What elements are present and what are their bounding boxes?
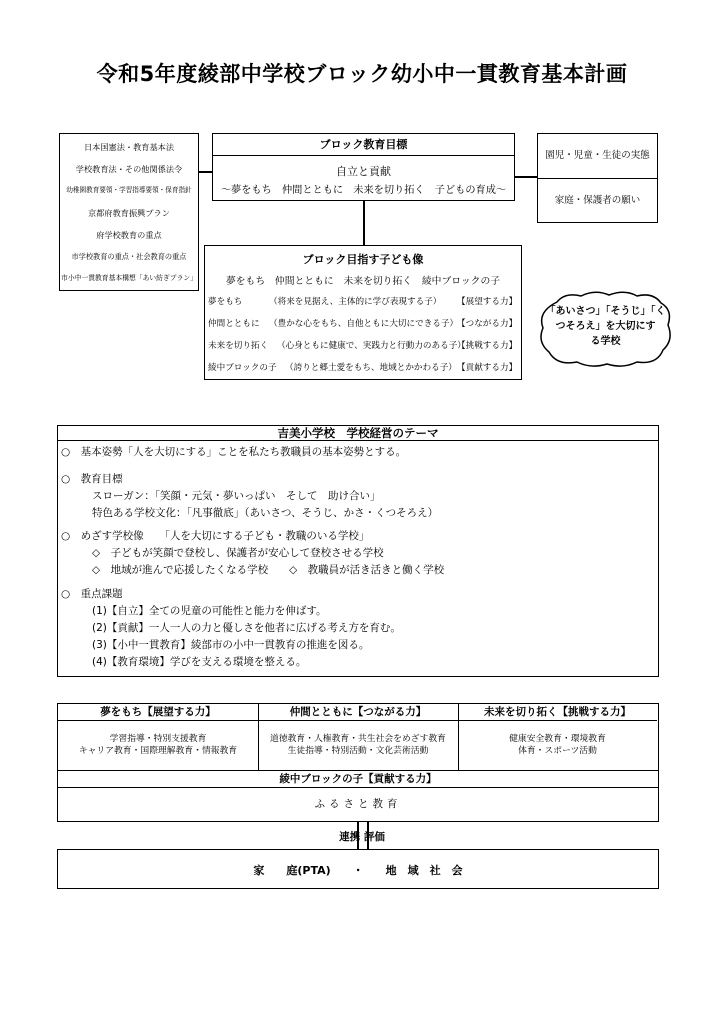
column-line: キャリア教育・国際理解教育・情報教育 — [78, 746, 238, 756]
column-line: 道徳教育・人権教育・共生社会をめざす教育 — [270, 734, 446, 744]
row-desc: （豊かな心をもち、自他ともに大切にできる子） — [269, 319, 459, 329]
issue-item: (3)【小中一貫教育】綾部市の小中一貫教育の推進を図る。 — [92, 639, 370, 651]
child-image-main: 夢をもち 仲間とともに 未来を切り拓く 綾中ブロックの子 — [225, 276, 501, 287]
bubble-line: つそろえ」を大切にす — [555, 321, 656, 332]
row-label: 仲間とともに — [208, 319, 260, 329]
speech-bubble — [537, 290, 674, 370]
column-line: 体育・スポーツ活動 — [518, 746, 597, 756]
row-power: 【挑戦する力】 — [457, 341, 518, 351]
child-image-box — [204, 245, 522, 380]
laws-box — [59, 133, 199, 291]
block-goal-heading: ブロック教育目標 — [213, 134, 514, 156]
column-vision — [58, 704, 259, 770]
column-heading: 仲間とともに【つながる力】 — [258, 704, 458, 721]
law-item: 府学校教育の重点 — [96, 230, 162, 240]
column-body — [58, 733, 258, 757]
ideal-item: ◇ 子どもが笑顔で登校し、保護者が安心して登校させる学校 — [92, 547, 384, 559]
column-line: 学習指導・特別支援教育 — [109, 734, 207, 744]
activities-table — [57, 703, 659, 822]
row-label: 綾中ブロックの子 — [208, 363, 277, 373]
block-goal-box — [212, 133, 515, 201]
row-label: 未来を切り拓く — [208, 341, 269, 351]
link-evaluation-label: 連携 評価 — [339, 831, 385, 843]
block-goal-main: 自立と貢献 — [336, 165, 391, 178]
context-parents: 家庭・保護者の願い — [554, 195, 641, 206]
column-body — [258, 733, 458, 757]
child-image-row — [205, 289, 521, 311]
ideal-label: ○ めざす学校像 「人を大切にする子ども・教職のいる学校」 — [61, 530, 370, 542]
school-theme-box — [57, 425, 659, 677]
connector-line — [363, 201, 365, 245]
goal-label: ○ 教育目標 — [61, 473, 123, 485]
law-item: 日本国憲法・教育基本法 — [83, 142, 175, 152]
issue-item: (2)【貢献】一人一人の力と優しさを他者に広げる考え方を育む。 — [92, 622, 401, 634]
context-students: 園児・児童・生徒の実態 — [538, 134, 657, 179]
child-image-heading: ブロック目指す子ども像 — [302, 253, 424, 266]
row-desc: （心身ともに健康で、実践力と行動力のある子） — [277, 341, 466, 351]
furusato-heading: 綾中ブロックの子【貢献する力】 — [58, 770, 658, 788]
law-item: 学校教育法・その他関係法令 — [75, 164, 183, 174]
column-heading: 未来を切り拓く【挑戦する力】 — [458, 704, 657, 721]
row-desc: （誇りと郷土愛をもち、地域とかかわる子） — [285, 363, 457, 373]
slogan: スローガン：「笑顔・元気・夢いっぱい そして 助け合い」 — [92, 490, 381, 502]
row-power: 【つながる力】 — [457, 319, 518, 329]
law-item: 京都府教育振興プラン — [88, 208, 170, 218]
column-body — [458, 733, 657, 757]
issue-item: (4)【教育環境】学びを支える環境を整える。 — [92, 656, 307, 668]
issues-label: ○ 重点課題 — [61, 588, 123, 600]
context-box — [537, 133, 658, 223]
bubble-line: る学校 — [590, 336, 621, 347]
law-item: 市小中一貫教育基本構想「あい紡ぎプラン」 — [61, 274, 197, 282]
column-heading: 夢をもち【展望する力】 — [58, 704, 258, 721]
law-item: 幼稚園教育要領・学習指導要領・保育指針 — [66, 186, 192, 194]
block-goal-sub: ～夢をもち 仲間とともに 未来を切り拓く 子どもの育成～ — [220, 185, 507, 196]
row-power: 【貢献する力】 — [457, 363, 518, 373]
school-culture: 特色ある学校文化：「凡事徹底」（あいさつ、そうじ、かさ・くつそろえ） — [92, 507, 439, 519]
column-line: 健康安全教育・環境教育 — [509, 734, 606, 744]
column-connect — [258, 704, 459, 770]
home-community-box — [57, 849, 659, 889]
child-image-row — [205, 311, 521, 333]
home-community-text: 家 庭(PTA) ・ 地 域 社 会 — [253, 864, 463, 877]
divider — [58, 440, 658, 441]
connector-line — [199, 171, 212, 173]
column-challenge — [458, 704, 657, 770]
law-item: 市学校教育の重点・社会教育の重点 — [71, 252, 187, 261]
school-theme-heading: 吉美小学校 学校経営のテーマ — [277, 426, 439, 440]
bubble-text — [537, 304, 674, 349]
row-label: 夢をもち — [208, 297, 243, 307]
child-image-row — [205, 355, 521, 377]
row-desc: （将来を見据え、主体的に学び表現する子） — [269, 297, 442, 307]
child-image-row — [205, 333, 521, 355]
ideal-item: ◇ 地域が進んで応援したくなる学校 ◇ 教職員が活き活きと働く学校 — [92, 564, 445, 576]
row-power: 【展望する力】 — [457, 297, 518, 307]
connector-line — [515, 176, 537, 178]
bubble-line: 「あいさつ」「そうじ」「く — [545, 306, 666, 317]
page-title: 令和5年度綾部中学校ブロック幼小中一貫教育基本計画 — [96, 62, 628, 86]
basic-stance: ○ 基本姿勢「人を大切にする」ことを私たち教職員の基本姿勢とする。 — [61, 446, 407, 458]
issue-item: (1)【自立】全ての児童の可能性と能力を伸ばす。 — [92, 605, 327, 617]
column-line: 生徒指導・特別活動・文化芸術活動 — [287, 746, 429, 756]
furusato-text: ふるさと教育 — [314, 798, 402, 810]
